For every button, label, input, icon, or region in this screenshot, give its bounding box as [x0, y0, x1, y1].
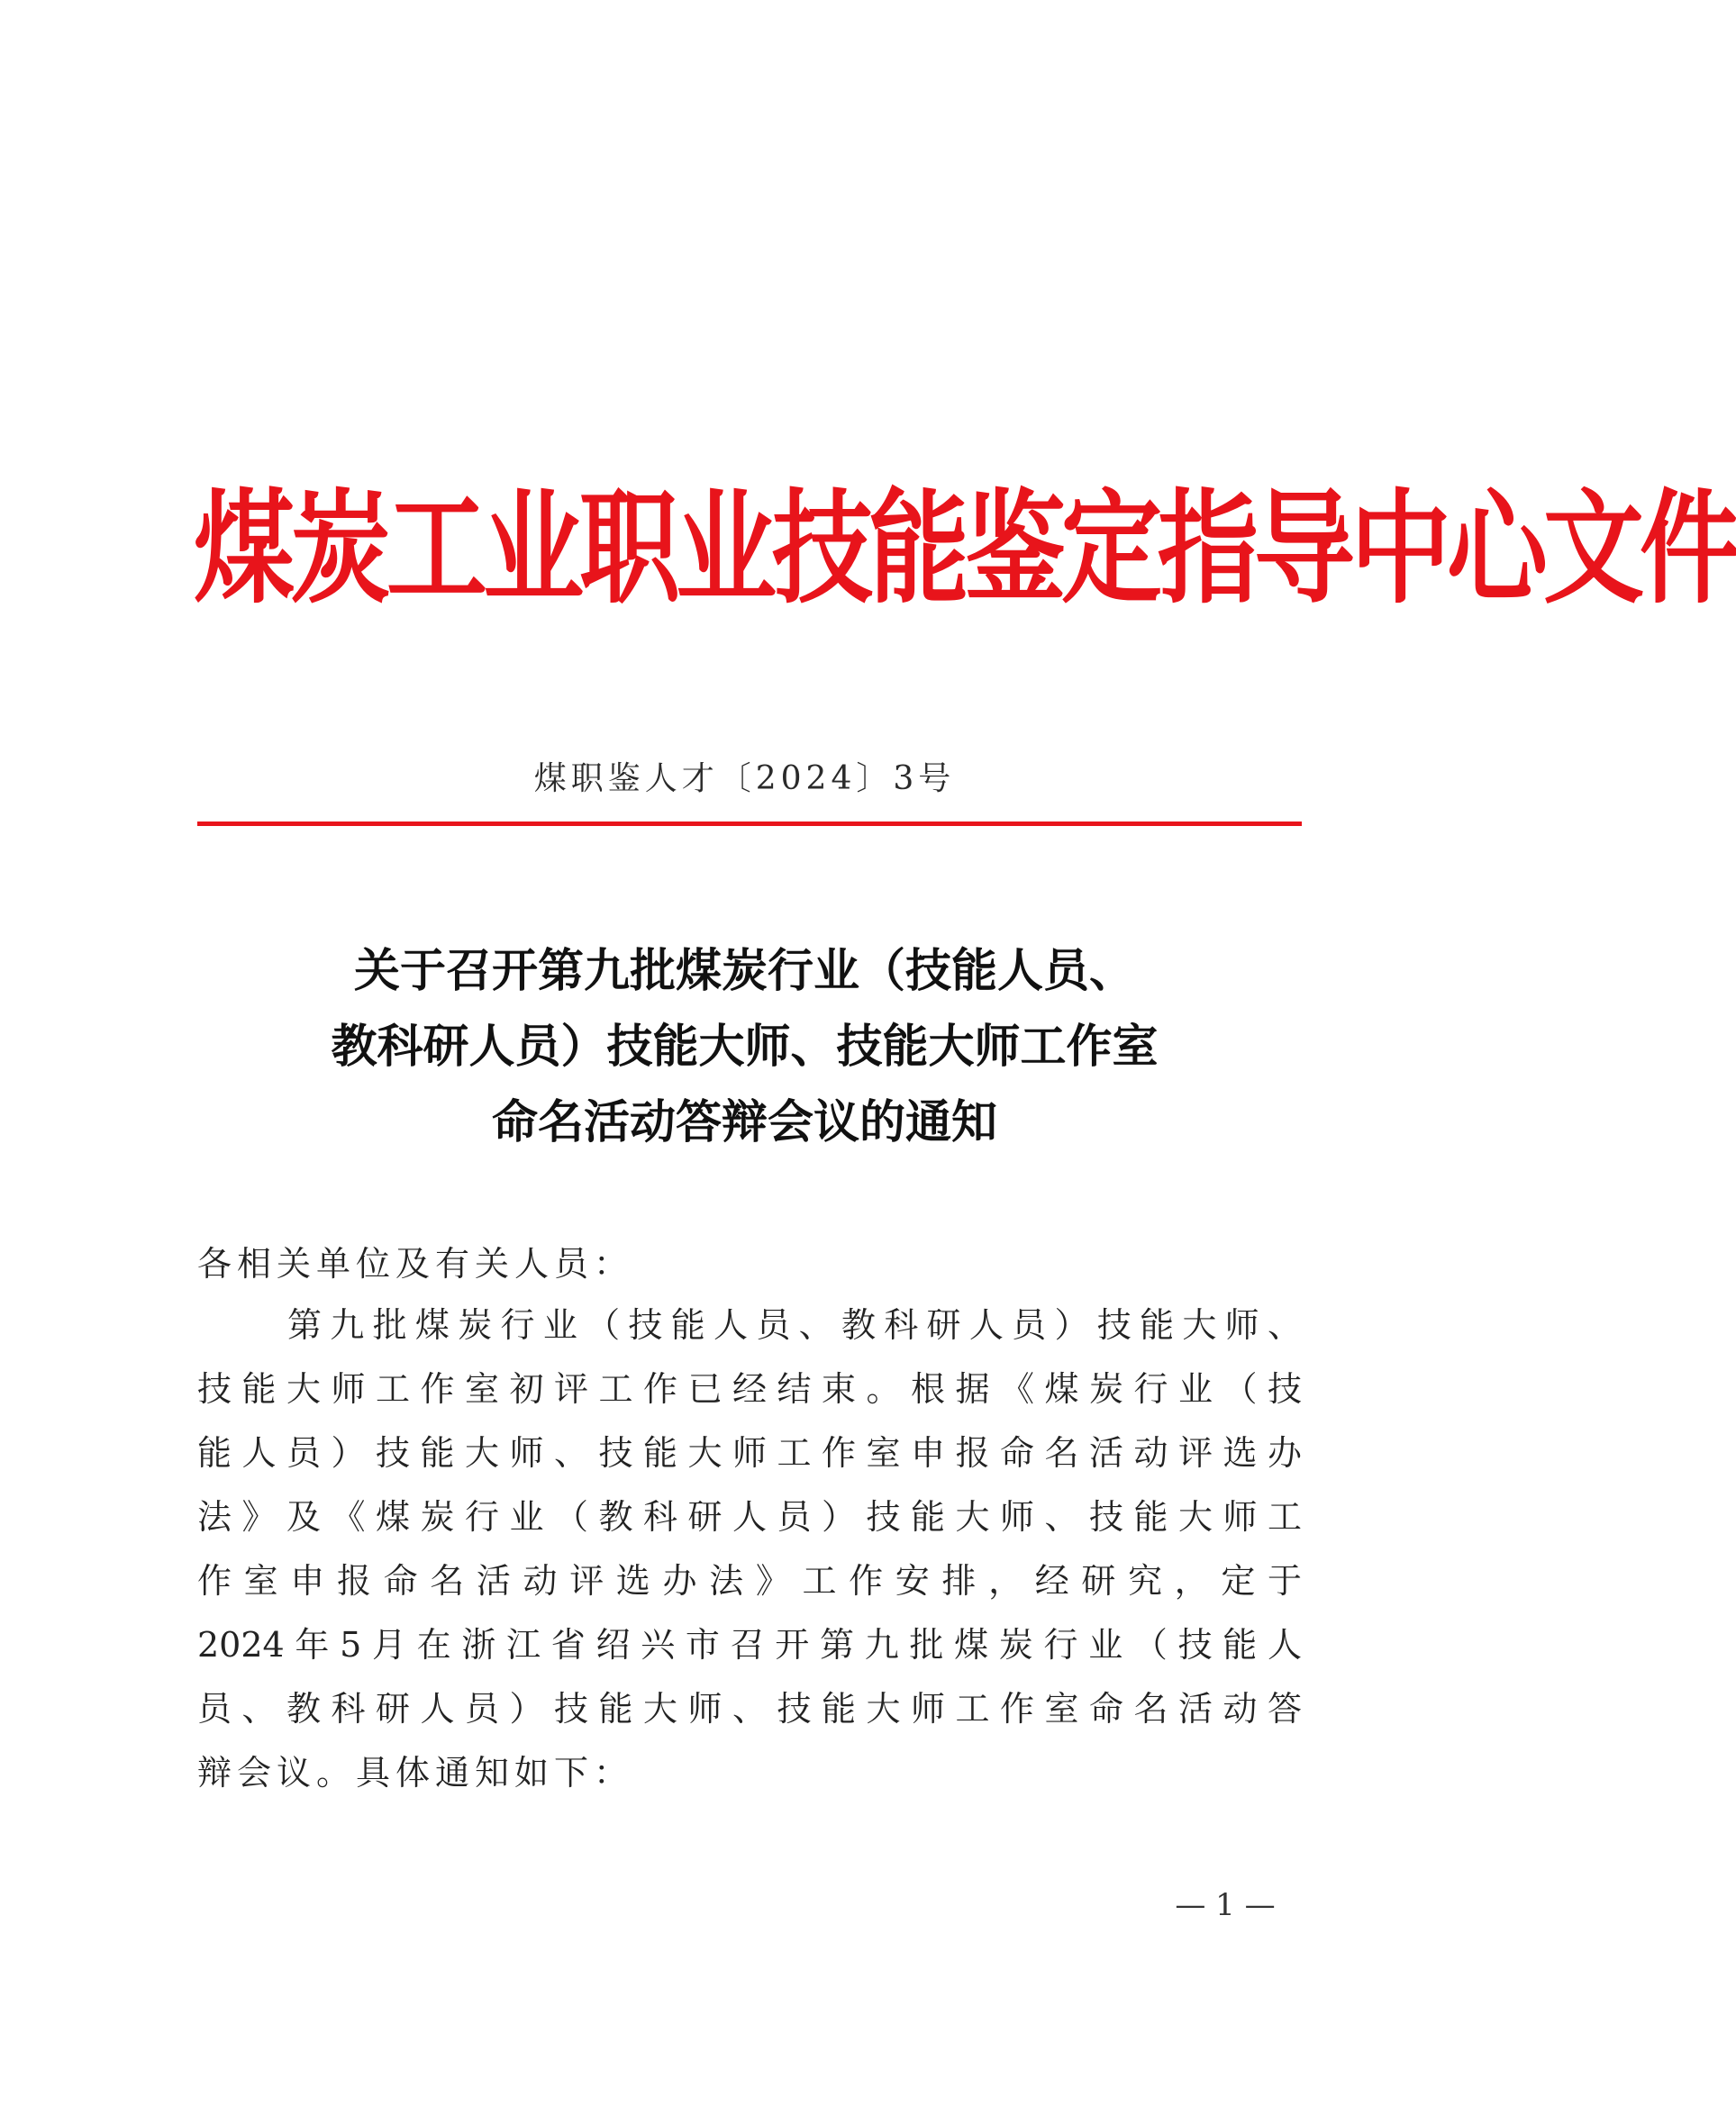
paragraph-line: 法》及《煤炭行业（教科研人员）技能大师、技能大师工: [197, 1497, 1302, 1537]
title-line: 关于召开第九批煤炭行业（技能人员、: [353, 944, 1135, 998]
title-line: 教科研人员）技能大师、技能大师工作室: [331, 1020, 1159, 1074]
paragraph-line: 辩会议。具体通知如下：: [197, 1753, 634, 1793]
red-divider-line: [197, 822, 1302, 826]
title-line: 命名活动答辩会议的通知: [491, 1095, 997, 1149]
paragraph-line: 2024年5月在浙江省绍兴市召开第九批煤炭行业（技能人: [197, 1625, 1302, 1665]
paragraph-line: 第九批煤炭行业（技能人员、教科研人员）技能大师、: [287, 1305, 1302, 1345]
body-paragraph: [197, 1294, 1302, 1805]
issuer-header: 煤炭工业职业技能鉴定指导中心文件: [194, 477, 1736, 622]
paragraph-line: 能人员）技能大师、技能大师工作室申报命名活动评选办: [197, 1433, 1302, 1473]
salutation: 各相关单位及有关人员：: [197, 1244, 634, 1284]
page-number: — 1 —: [1175, 1887, 1276, 1923]
document-number: 煤职鉴人才〔2024〕3号: [533, 760, 956, 797]
paragraph-line: 技能大师工作室初评工作已经结束。根据《煤炭行业（技: [197, 1369, 1302, 1409]
paragraph-line: 作室申报命名活动评选办法》工作安排，经研究，定于: [197, 1561, 1302, 1601]
paragraph-line: 员、教科研人员）技能大师、技能大师工作室命名活动答: [197, 1689, 1302, 1729]
notice-title: [180, 933, 1309, 1160]
